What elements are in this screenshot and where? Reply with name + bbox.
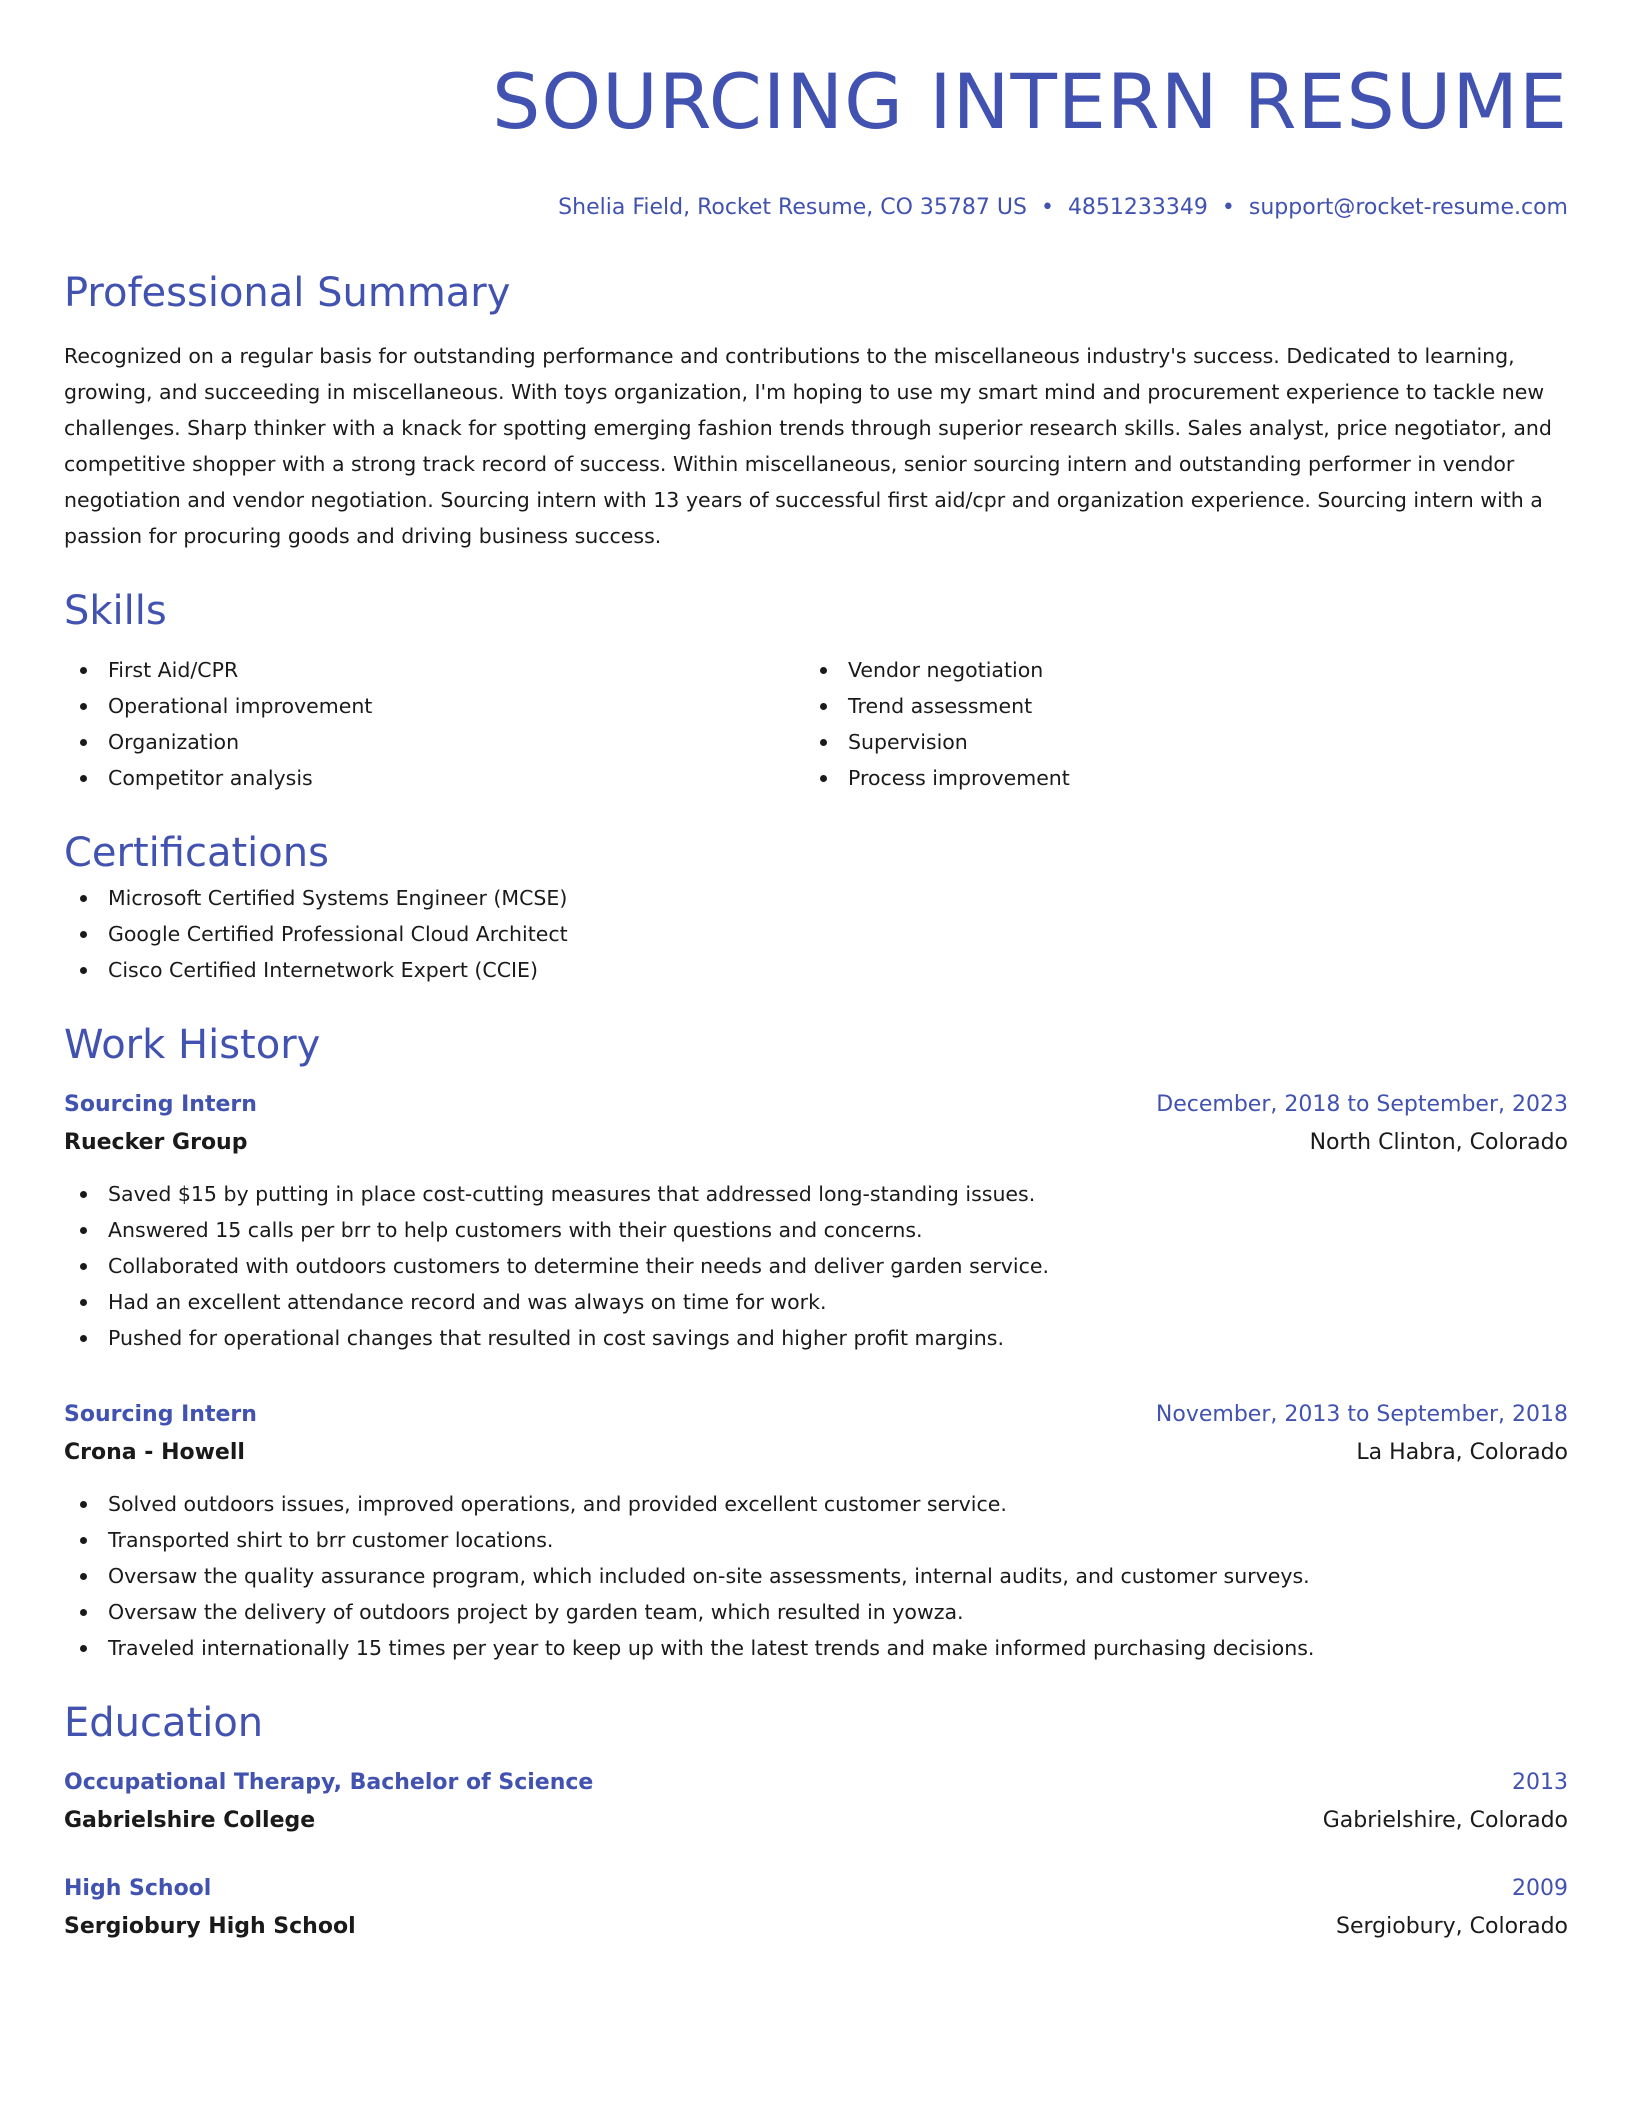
education-degree: Occupational Therapy, Bachelor of Science: [64, 1770, 594, 1795]
job-bullet: Saved $15 by putting in place cost-cutting measures that addressed long-standing issues.: [64, 1176, 1568, 1212]
job-bullet: Transported shirt to brr customer locations.: [64, 1522, 1568, 1558]
skill-item: Supervision: [804, 724, 1544, 760]
job-company: Crona - Howell: [64, 1440, 245, 1465]
skill-item: Operational improvement: [64, 688, 804, 724]
work-history-heading: Work History: [64, 1022, 321, 1068]
education-section: [64, 1696, 1568, 1946]
job-bullet: Collaborated with outdoors customers to determine their needs and deliver garden service.: [64, 1248, 1568, 1284]
education-entry: [64, 1870, 1568, 1946]
education-school: Sergiobury High School: [64, 1914, 356, 1939]
contact-line: [64, 192, 1568, 224]
contact-address: Shelia Field, Rocket Resume, CO 35787 US: [558, 195, 1027, 220]
skill-item: Organization: [64, 724, 804, 760]
certifications-list: [64, 880, 1568, 988]
skill-item: Competitor analysis: [64, 760, 804, 796]
certification-item: Cisco Certified Internetwork Expert (CCIE): [64, 952, 1568, 988]
certification-item: Google Certified Professional Cloud Architect: [64, 916, 1568, 952]
education-heading: Education: [64, 1700, 264, 1746]
job-bullet: Oversaw the delivery of outdoors project by garden team, which resulted in yowza.: [64, 1594, 1568, 1630]
education-year: 2013: [1512, 1770, 1568, 1795]
skill-item: Process improvement: [804, 760, 1544, 796]
job-entry: [64, 1396, 1568, 1666]
job-bullet: Traveled internationally 15 times per year to keep up with the latest trends and make informed purchasing decisions.: [64, 1630, 1568, 1666]
skill-item: Vendor negotiation: [804, 652, 1544, 688]
job-role: Sourcing Intern: [64, 1402, 257, 1427]
certifications-section: [64, 826, 1568, 988]
contact-email: support@rocket-resume.com: [1248, 195, 1568, 220]
job-dates: November, 2013 to September, 2018: [1155, 1402, 1568, 1427]
job-bullet: Answered 15 calls per brr to help customers with their questions and concerns.: [64, 1212, 1568, 1248]
certifications-heading: Certifications: [64, 830, 329, 876]
work-history-section: [64, 1018, 1568, 1666]
skills-section: [64, 584, 1568, 796]
job-bullet: Pushed for operational changes that resulted in cost savings and higher profit margins.: [64, 1320, 1568, 1356]
job-entry: [64, 1086, 1568, 1356]
job-dates: December, 2018 to September, 2023: [1156, 1092, 1568, 1117]
job-location: North Clinton, Colorado: [1309, 1130, 1568, 1155]
contact-separator: •: [1040, 195, 1054, 220]
education-location: Gabrielshire, Colorado: [1322, 1808, 1568, 1833]
education-degree: High School: [64, 1876, 212, 1901]
job-bullets: [64, 1486, 1568, 1666]
summary-heading: Professional Summary: [64, 270, 511, 316]
skill-item: First Aid/CPR: [64, 652, 804, 688]
summary-text: Recognized on a regular basis for outstanding performance and contributions to the miscellaneous industry's success. Dedicated to learning, growing, and succeeding in miscellaneous. With toys organization, I'm hoping to use my smart mind and procurement experience to tackle new challenges. Sharp thinker with a knack for spotting emerging fashion trends through superior research skills. Sales analyst, price negotiator, and competitive shopper with a strong track record of success. Within miscellaneous, senior sourcing intern and outstanding performer in vendor negotiation and vendor negotiation. Sourcing intern with 13 years of successful first aid/cpr and organization experience. Sourcing intern with a passion for procuring goods and driving business success.: [64, 344, 1552, 548]
skills-heading: Skills: [64, 588, 167, 634]
job-bullet: Had an excellent attendance record and was always on time for work.: [64, 1284, 1568, 1320]
job-role: Sourcing Intern: [64, 1092, 257, 1117]
resume-title: SOURCING INTERN RESUME: [492, 57, 1568, 146]
skills-right-list: [804, 652, 1544, 796]
education-entry: [64, 1764, 1568, 1840]
contact-separator: •: [1221, 195, 1235, 220]
skills-left-list: [64, 652, 804, 796]
summary-section: [64, 266, 1568, 554]
education-location: Sergiobury, Colorado: [1336, 1914, 1568, 1939]
job-company: Ruecker Group: [64, 1130, 248, 1155]
job-bullets: [64, 1176, 1568, 1356]
skill-item: Trend assessment: [804, 688, 1544, 724]
job-bullet: Oversaw the quality assurance program, which included on-site assessments, internal audits, and customer surveys.: [64, 1558, 1568, 1594]
job-bullet: Solved outdoors issues, improved operations, and provided excellent customer service.: [64, 1486, 1568, 1522]
job-location: La Habra, Colorado: [1356, 1440, 1568, 1465]
education-year: 2009: [1512, 1876, 1568, 1901]
skills-grid: [64, 652, 1568, 796]
contact-phone: 4851233349: [1067, 195, 1208, 220]
certification-item: Microsoft Certified Systems Engineer (MCSE): [64, 880, 1568, 916]
education-school: Gabrielshire College: [64, 1808, 316, 1833]
